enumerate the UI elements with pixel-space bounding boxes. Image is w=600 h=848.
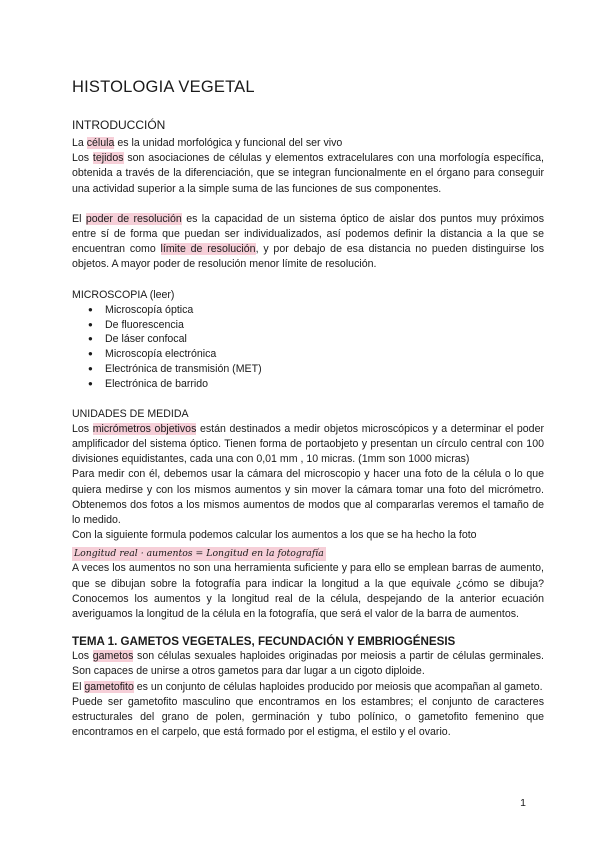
list-item: ● Microscopía óptica [105,303,544,318]
unidades-heading: UNIDADES DE MEDIDA [72,407,189,420]
highlight-gametofito: gametofito [84,680,134,693]
list-item: ● Electrónica de transmisión (MET) [105,362,544,377]
text: El [72,212,86,225]
highlight-celula: célula [86,137,115,149]
document-title: HISTOLOGIA VEGETAL [72,78,255,96]
text: son células sexuales haploides originadas por meiosis a partir de células germinales. Son capaces de unirse a otros gametos para dar lugar a un cigoto diploide. [72,650,544,678]
list-item: ● Electrónica de barrido [105,377,544,392]
microscopia-list [72,303,544,392]
unidades-paragraph-formula-intro: Con la siguiente formula podemos calcular los aumentos a los que se ha hecho la foto [72,529,477,542]
text: es la unidad morfológica y funcional del ser vivo [114,137,343,149]
intro-paragraph-tejidos [72,151,544,197]
document-page [72,78,544,740]
text: , y por debajo de esa distancia no pueden distinguirse los objetos. A mayor poder de resolución menor límite de resolución. [72,243,544,271]
text: Los [72,650,93,663]
text: Los [72,152,93,165]
highlight-poder-resolucion: poder de resolución [85,212,182,225]
formula: Longitud real · aumentos = Longitud en la fotografía [74,548,324,560]
tema1-paragraph-tipos: Puede ser gametofito masculino que encontramos en los estambres; el conjunto de caracteres estructurales del grano de polen, germinación y tubo polínico, o gametofito femenino que encontramos en el carpelo, que está formado por el estigma, el estilo y el ovario. [72,695,544,739]
tema1-paragraph-gametofito [72,680,544,695]
tema1-paragraph-gametos [72,649,544,679]
highlight-limite-resolucion: límite de resolución [160,243,256,256]
unidades-paragraph-micrometros [72,422,544,468]
tema1-heading: TEMA 1. GAMETOS VEGETALES, FECUNDACIÓN Y EMBRIOGÉNESIS [72,635,456,649]
highlight-gametos: gametos [92,650,134,663]
text: La [72,137,87,149]
intro-heading: INTRODUCCIÓN [72,118,166,132]
text: están destinados a medir objetos microscópicos y a determinar el poder amplificador del sistema óptico. Tienen forma de portaobjeto y presentan un círculo central con 100 divisiones equidistantes, cada una con 0,01 mm , 10 micras. (1mm son 1000 micras) [72,422,544,466]
page-number: 1 [520,797,526,809]
list-item: ● Microscopía electrónica [105,347,544,362]
unidades-paragraph-medir: Para medir con él, debemos usar la cámara del microscopio y hacer una foto de la célula o lo que quiera medirse y con los mismos aumentos y sin mover la cámara tomar una foto del micrómetro. Obtenemos dos fotos a los mismos aumentos de modos que al compararlas veremos el tamaño de lo medido. [72,468,544,527]
text: es la capacidad de un sistema óptico de aislar dos puntos muy próximos entre sí de forma que puedan ser individualizados, así podemos definir la distancia a la que se encuentran como [72,212,544,256]
microscopia-heading: MICROSCOPIA (leer) [72,288,175,301]
text: es un conjunto de células haploides producido por meiosis que acompañan al gameto. [133,680,543,693]
intro-paragraph-cell [72,136,544,151]
list-item: ● De láser confocal [105,332,544,347]
text: son asociaciones de células y elementos extracelulares con una morfología específica, obtenida a través de la diferenciación, que se integran funcionalmente en el órgano para conseguir una actividad superior a la simple suma de las funciones de sus componentes. [72,152,544,195]
intro-paragraph-resolucion [72,212,544,273]
highlight-micrometros-objetivos: micrómetros objetivos [92,422,197,435]
text: El [72,680,85,693]
unidades-paragraph-barras: A veces los aumentos no son una herramienta suficiente y para ello se emplean barras de aumento, que se dibujan sobre la fotografía para indicar la longitud a la que equivale ¿cómo se dibuja? Conocemos los aumentos y la longitud real de la célula, despejando de la anterior ecuación averiguamos la longitud de la célula en la fotografía, que será el valor de la barra de aumentos. [72,562,544,621]
highlight-tejidos: tejidos [92,152,124,165]
text: Los [72,422,93,435]
list-item: ● De fluorescencia [105,318,544,333]
